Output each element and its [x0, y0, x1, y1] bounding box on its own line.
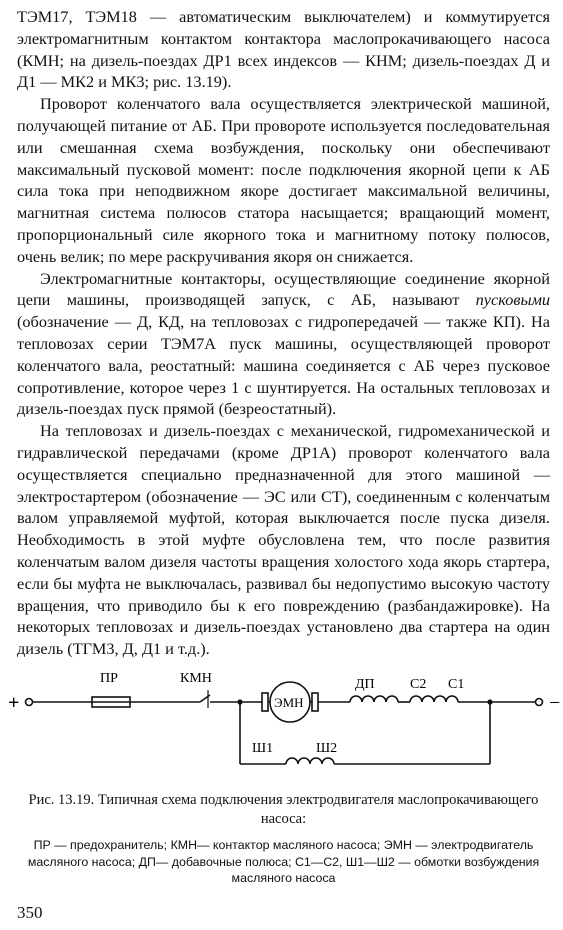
c1-label: С1 — [448, 677, 465, 692]
c2-label: С2 — [410, 677, 427, 692]
circuit-diagram — [0, 664, 563, 780]
terminal-plus — [26, 699, 33, 706]
aux-poles-label: ДП — [355, 677, 375, 692]
figure-caption: Рис. 13.19. Типичная схема подключения электродвигателя маслопрокачивающего насоса: — [28, 792, 539, 827]
contact-label: КМН — [180, 671, 212, 686]
sh1-label: Ш1 — [252, 741, 274, 756]
figure-legend: ПР — предохранитель; КМН— контактор масляного насоса; ЭМН — электродвигатель масляного насоса; ДП— добавочные полюса; С1—С2, Ш1—Ш2 — обмотки возбуждения масляного насоса — [27, 838, 540, 885]
series-coil — [410, 696, 458, 702]
page-number: 350 — [17, 903, 43, 922]
paragraph-2: Проворот коленчатого вала осуществляется электрической машиной, получающей питание от АБ. При провороте используется последовательная или смешанная схема возбуждения, поскольку они обеспечивают максимальный пусковой момент: после подключения якорной цепи к АБ сила тока при неподвижном якоре достигает максимальной величины, магнитная система полюсов статора насыщается; вращающий момент, пропорциональный силе якорного тока и магнитному потоку полюсов, очень велик; по мере раскручивания якоря он снижается. — [17, 94, 550, 266]
paragraph-3-start: Электромагнитные контакторы, осуществляющие соединение якорной цепи машины, производящей запуск, с АБ, называют — [17, 268, 550, 310]
sh2-label: Ш2 — [316, 741, 338, 756]
paragraph-1: ТЭМ17, ТЭМ18 — автоматическим выключателем) и коммутируется электромагнитным контактом контактора маслопрокачивающего насоса (КМН; на дизель-поездах ДР1 всех индексов — КНМ; дизель-поездах Д и Д1 — МК2 и МК3; рис. 13.19). — [17, 7, 550, 92]
fuse-label: ПР — [100, 671, 118, 686]
plus-label: + — [8, 692, 20, 714]
shunt-coil — [286, 758, 334, 764]
junction-left — [237, 699, 242, 704]
minus-label: − — [549, 692, 561, 714]
paragraph-4: На тепловозах и дизель-поездах с механической, гидромеханической и гидравлической передачами (кроме ДР1А) проворот коленчатого вала осуществляется специально предназначенной для этого машиной — электростартером (обозначение — ЭС или СТ), соединенным с коленчатым валом управляемой муфтой, которая выключается после пуска дизеля. Необходимость в этой муфте обусловлена тем, что после развития коленчатым валом дизеля частоты вращения холостого хода якорь стартера, если бы муфта не выключалась, развивал бы недопустимо высокую частоту вращения, что приводило бы к его повреждению (разбандажировке). На некоторых тепловозах и дизель-поездах установлено два стартера на один дизель (ТГМ3, Д, Д1 и т.д.). — [17, 421, 550, 659]
term-puskovymi: пусковыми — [475, 290, 550, 310]
aux-pole-coil — [350, 696, 398, 702]
paragraph-3 — [17, 268, 550, 421]
body-text — [17, 6, 550, 660]
paragraph-3-end: (обозначение — Д, КД, на тепловозах с гидропередачей — также КП). На тепловозах серии ТЭМ7А пуск машины, осуществляющей проворот коленчатого вала, реостатный: машина соединяется с АБ через пусковое сопротивление, которое через 1 с шунтируется. На остальных тепловозах и дизель-поездах пуск прямой (безреостатный). — [17, 312, 550, 419]
terminal-minus — [536, 699, 543, 706]
junction-right — [487, 699, 492, 704]
motor-label: ЭМН — [274, 695, 304, 710]
